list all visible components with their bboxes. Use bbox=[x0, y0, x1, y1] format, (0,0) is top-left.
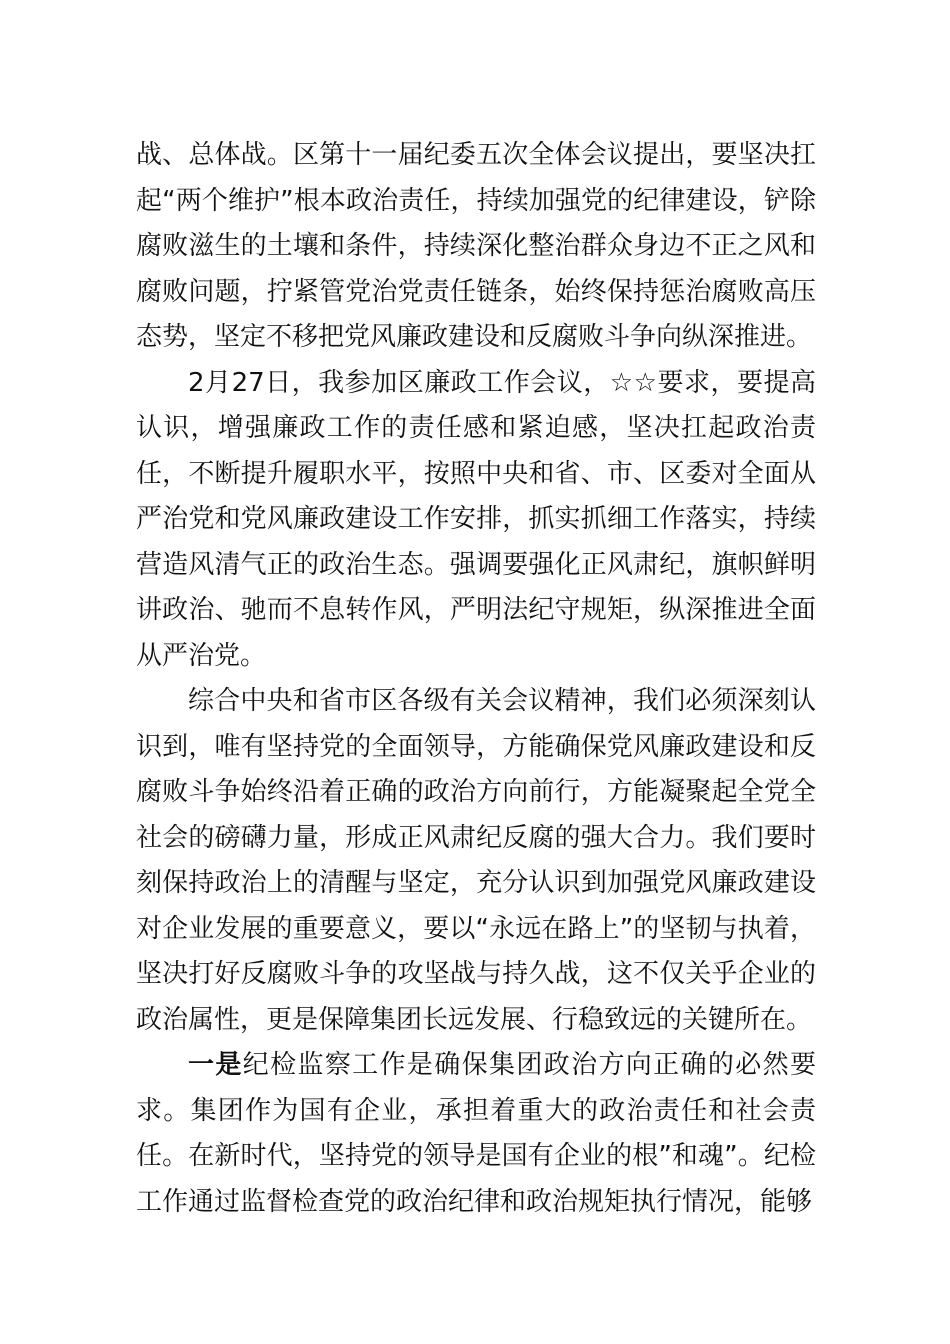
paragraph-1-text: 战、总体战。区第十一届纪委五次全体会议提出，要坚决扛起“两个维护”根本政治责任，持续加强党的纪律建设，铲除腐败滋生的土壤和条件，持续深化整治群众身边不正之风和腐败问题，拧紧管党治党责任链条，始终保持惩治腐败高压态势，坚定不移把党风廉政建设和反腐败斗争向纵深推进。 bbox=[136, 140, 816, 352]
paragraph-4-lead: 一是 bbox=[188, 1050, 243, 1080]
paragraph-1 bbox=[136, 133, 816, 361]
paragraph-4-text: 纪检监察工作是确保集团政治方向正确的必然要求。集团作为国有企业，承担着重大的政治责任和社会责任。在新时代，坚持党的领导是国有企业的根”和魂”。纪检工作通过监督检查党的政治纪律和政治规矩执行情况，能够 bbox=[136, 1050, 816, 1217]
paragraph-4 bbox=[136, 1043, 816, 1225]
paragraph-3 bbox=[136, 679, 816, 1043]
document-body bbox=[136, 133, 816, 1225]
paragraph-3-text: 综合中央和省市区各级有关会议精神，我们必须深刻认识到，唯有坚持党的全面领导，方能确保党风廉政建设和反腐败斗争始终沿着正确的政治方向前行，方能凝聚起全党全社会的磅礴力量，形成正风肃纪反腐的强大合力。我们要时刻保持政治上的清醒与坚定，充分认识到加强党风廉政建设对企业发展的重要意义，要以“永远在路上”的坚韧与执着，坚决打好反腐败斗争的攻坚战与持久战，这不仅关乎企业的政治属性，更是保障集团长远发展、行稳致远的关键所在。 bbox=[136, 686, 816, 1035]
paragraph-2-text: 2月27日，我参加区廉政工作会议，☆☆要求，要提高认识，增强廉政工作的责任感和紧迫感，坚决扛起政治责任，不断提升履职水平，按照中央和省、市、区委对全面从严治党和党风廉政建设工作安排，抓实抓细工作落实，持续营造风清气正的政治生态。强调要强化正风肃纪，旗帜鲜明讲政治、驰而不息转作风，严明法纪守规矩，纵深推进全面从严治党。 bbox=[136, 367, 816, 671]
paragraph-2 bbox=[136, 361, 816, 680]
